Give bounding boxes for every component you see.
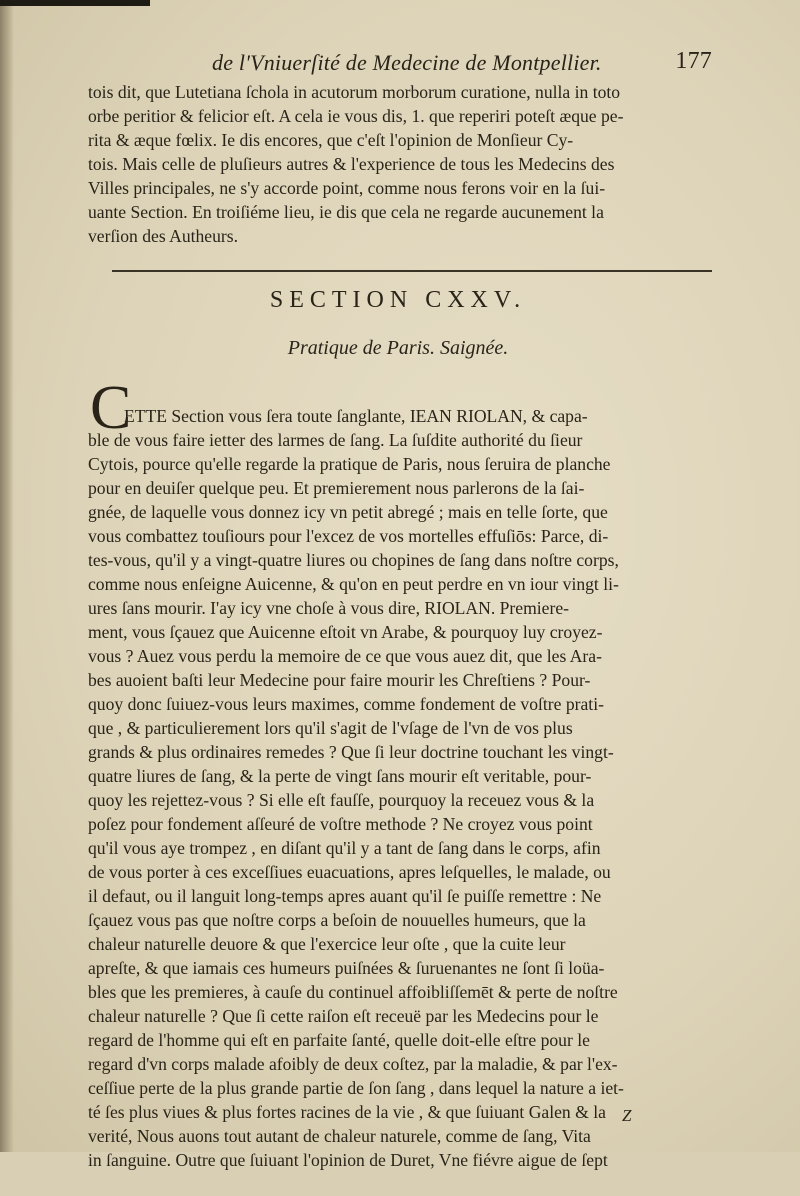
section-body-text: ETTE Section vous ſera toute ſanglante, IEAN RIOLAN, & capa- ble de vous faire ietter des larmes de ſang. La ſuſdite authorité du ſieur Cytois, pource qu'elle regarde la pratique de Paris, nous ſeruira de planche pour en deuiſer quelque peu. Et premierement nous parlerons de la ſai- gnée, de laquelle vous donnez icy vn petit abregé ; mais en telle ſorte, que vous combattez touſiours pour l'excez de vos mortelles effuſiōs: Parce, di- tes-vous, qu'il y a vingt-quatre liures ou chopines de ſang dans noſtre corps, comme nous enſeigne Auicenne, & qu'on en peut perdre en vn iour vingt li- ures ſans mourir. I'ay icy vne choſe à vous dire, RIOLAN. Premiere- ment, vous ſçauez que Auicenne eſtoit vn Arabe, & pourquoy luy croyez- vous ? Auez vous perdu la memoire de ce que vous auez dit, que les Ara- bes auoient baſti leur Medecine pour faire mourir les Chreſtiens ? Pour- quoy donc ſuiuez-vous leurs maximes, comme fondement de voſtre prati- que , & particulierement lors qu'il s'agit de l'vſage de l'vn de vos plus grands & plus ordinaires remedes ? Que ſi leur doctrine touchant les vingt- quatre liures de ſang, & la perte de vingt ſans mourir eſt veritable, pour- quoy les rejettez-vous ? Si elle eſt fauſſe, pourquoy la receuez vous & la poſez pour fondement aſſeuré de voſtre methode ? Ne croyez vous point qu'il vous aye trompez , en diſant qu'il y a tant de ſang dans le corps, afin de vous porter à ces exceſſiues euacuations, apres leſquelles, le malade, ou il defaut, ou il languit long-temps apres auant qu'il ſe puiſſe remettre : Ne ſçauez vous pas que noſtre corps a beſoin de nouuelles humeurs, que la chaleur naturelle deuore & que l'exercice leur oſte , que la cuite leur apreſte, & que iamais ces humeurs puiſnées & ſuruenantes ne ſont ſi loüa- bles que les premieres, à cauſe du continuel affoibliſſemēt & perte de noſtre chaleur naturelle ? Que ſi cette raiſon eſt receuë par les Medecins pour le regard de l'homme qui eſt en parfaite ſanté, quelle doit-elle eſtre pour le regard d'vn corps malade afoibly de deux coſtez, par la maladie, & par l'ex- ceſſiue perte de la plus grande partie de ſon ſang , dans lequel la nature a iet- té ſes plus viues & plus fortes racines de la vie , & que ſuiuant Galen & la verité, Nous auons tout autant de chaleur naturele, comme de ſang, Vita in ſanguine. Outre que ſuiuant l'opinion de Duret, Vne fiévre aigue de ſept (88, 406, 624, 1170)
section-subtitle: Pratique de Paris. Saignée. (287, 337, 509, 359)
running-head-title: de l'Vniuerſité de Medecine de Montpellier. (212, 50, 602, 75)
paragraph-continued: tois dit, que Lutetiana ſchola in acutorum morborum curatione, nulla in toto orbe peritior & felicior eſt. A cela ie vous dis, 1. que reperiri poteſt æque pe- rita & æque fœlix. Ie dis encores, que c'eſt l'opinion de Monſieur Cy- tois. Mais celle de pluſieurs autres & l'experience de tous les Medecins des Villes principales, ne s'y accorde point, comme nous ferons voir en la ſui- uante Section. En troiſiéme lieu, ie dis que cela ne regarde aucunement la verſion des Autheurs. (88, 82, 624, 246)
running-head (212, 50, 712, 76)
page-number: 177 (675, 48, 712, 74)
section-body (88, 374, 708, 1170)
signature-mark: Z (622, 1106, 632, 1125)
page-edge-mark (0, 0, 150, 6)
drop-cap: C (90, 374, 132, 442)
section-title: SECTION CXXV. (269, 287, 527, 313)
binding-shadow (0, 0, 14, 1152)
section-divider (112, 270, 712, 272)
